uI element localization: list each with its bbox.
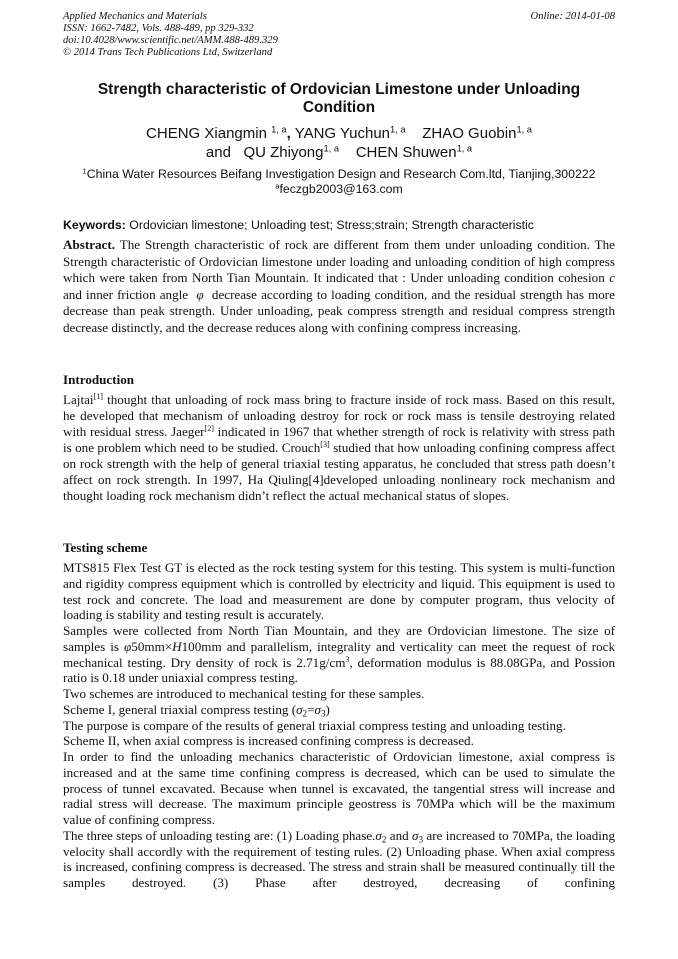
- abstract-label: Abstract.: [63, 237, 115, 252]
- testing-scheme-body: [63, 560, 615, 891]
- author: CHEN Shuwen: [355, 144, 457, 161]
- paper-title: Strength characteristic of Ordovician Limestone under Unloading Condition: [97, 81, 581, 116]
- abstract: Abstract. The Strength characteristic of rock are different from them under unloading condition. The Strength characteristic of Ordovician limestone under loading and unloading condition of high compress which were taken from North Tian Mountain. It indicated that : Under unloading condition cohesion c and inner friction angle φ decrease according to loading condition, and the residual strength has more decrease than peak strength. Under unloading, peak compress strength and residual compress strength decrease distinctly, and the decrease reduces along with confining compress increasing.: [63, 237, 615, 335]
- affiliation-text: China Water Resources Beifang Investigation Design and Research Com.ltd, Tianjing,300222: [86, 167, 596, 181]
- author: ZHAO Guobin: [422, 125, 517, 142]
- introduction-paragraph: Lajtai[1] thought that unloading of rock mass bring to fracture inside of rock mass. Based on this result, he developed that mechanism of unloading destroy for rock or rock mass is tensile destroying related with residual stress. Jaeger[2] indicated in 1967 that whether strength of rock is relativity with stress path is one problem which need to be studied. Crouch[3] studied that how unloading confining compress affect on rock strength with the help of general triaxial testing apparatus, he concluded that stress path doesn’t affect on rock strength. In 1997, Ha Qiuling[4]developed unloading nonlineary rock mechanism and thought loading rock mechanism didn’t reflect the actual mechanical status of slopes.: [63, 392, 615, 503]
- paragraph: In order to find the unloading mechanics characteristic of Ordovician limestone, axial compress is increased and at the same time confining compress is decreased, which can be used to simulate the process of tunnel excavated. Because when tunnel is excavated, the tangential stress will increase and radial stress will decrease. The maximum principle geostress is 70MPa which will be the maximum value of confining compress.: [63, 749, 615, 827]
- copyright: © 2014 Trans Tech Publications Ltd, Switzerland: [63, 47, 273, 58]
- keywords: Keywords: Ordovician limestone; Unloading test; Stress;strain; Strength characteristic: [63, 218, 534, 232]
- paragraph: The three steps of unloading testing are: (1) Loading $phase.\sigma_2$ and $\sigma_3$ are increased to 70MPa, the loading velocity shall accordly with the requirement of testing rules. (2) Unloading phase. When axial compress is increased, confining compress is decreased. The stress and strain shall be measured continually till the samples destroyed. (3) Phase after destroyed, decreasing of confining: [63, 827, 615, 890]
- section-heading-introduction: Introduction: [63, 372, 135, 387]
- paragraph: The purpose is compare of the results of general triaxial compress testing and unloading testing.: [63, 717, 566, 733]
- issn: ISSN: 1662-7482, Vols. 488-489, pp 329-332: [63, 23, 254, 34]
- and-text: and: [205, 144, 231, 161]
- paragraph: MTS815 Flex Test GT is elected as the rock testing system for this testing. This system is multi-function and rigidity compress equipment which is controlled by electricity and liquid. This equipment is used to test rock and concrete. The load and measurement are done by computer program, thus velocity of loading is stability and testing result is accurately.: [63, 560, 615, 623]
- online-date: Online: 2014-01-08: [530, 11, 615, 22]
- email: feczgb2003@163.com: [279, 182, 403, 196]
- section-heading-testing-scheme: Testing scheme: [63, 540, 148, 555]
- paragraph: Scheme II, when axial compress is increased confining compress is decreased.: [63, 733, 474, 749]
- doi: doi:10.4028/www.scientific.net/AMM.488-489.329: [63, 35, 278, 46]
- authors: CHENG Xiangmin $^{1, a}$, YANG Yuchun$^{1, a}$ ZHAO Guobin$^{1, a}$ and QU Zhiyong$^{1, a}$ CHEN Shuwen$^{1, a}$: [146, 124, 532, 161]
- paragraph: Two schemes are introduced to mechanical testing for these samples.: [63, 686, 425, 701]
- author: CHENG Xiangmin: [146, 125, 272, 142]
- paragraph: Scheme I, general triaxial compress testing $(\sigma_2=\sigma_3)$: [63, 701, 330, 719]
- author: YANG Yuchun: [294, 125, 391, 142]
- journal-name: Applied Mechanics and Materials: [63, 11, 207, 22]
- paragraph: Samples were collected from North Tian Mountain, and they are Ordovician limestone. The size of samples is φ50mm×H100mm and parallelism, integrality and verticality can meet the request of rock mechanical testing. Dry density of rock is $2.71g/cm^3$, deformation modulus is 88.08GPa, and Possion ratio is 0.18 under uniaxial compress testing.: [63, 623, 616, 686]
- affiliation: $^1$China Water Resources Beifang Investigation Design and Research Com.ltd, Tianjing,300222 $^a$feczgb2003@163.com: [82, 166, 596, 196]
- author: QU Zhiyong: [243, 144, 324, 161]
